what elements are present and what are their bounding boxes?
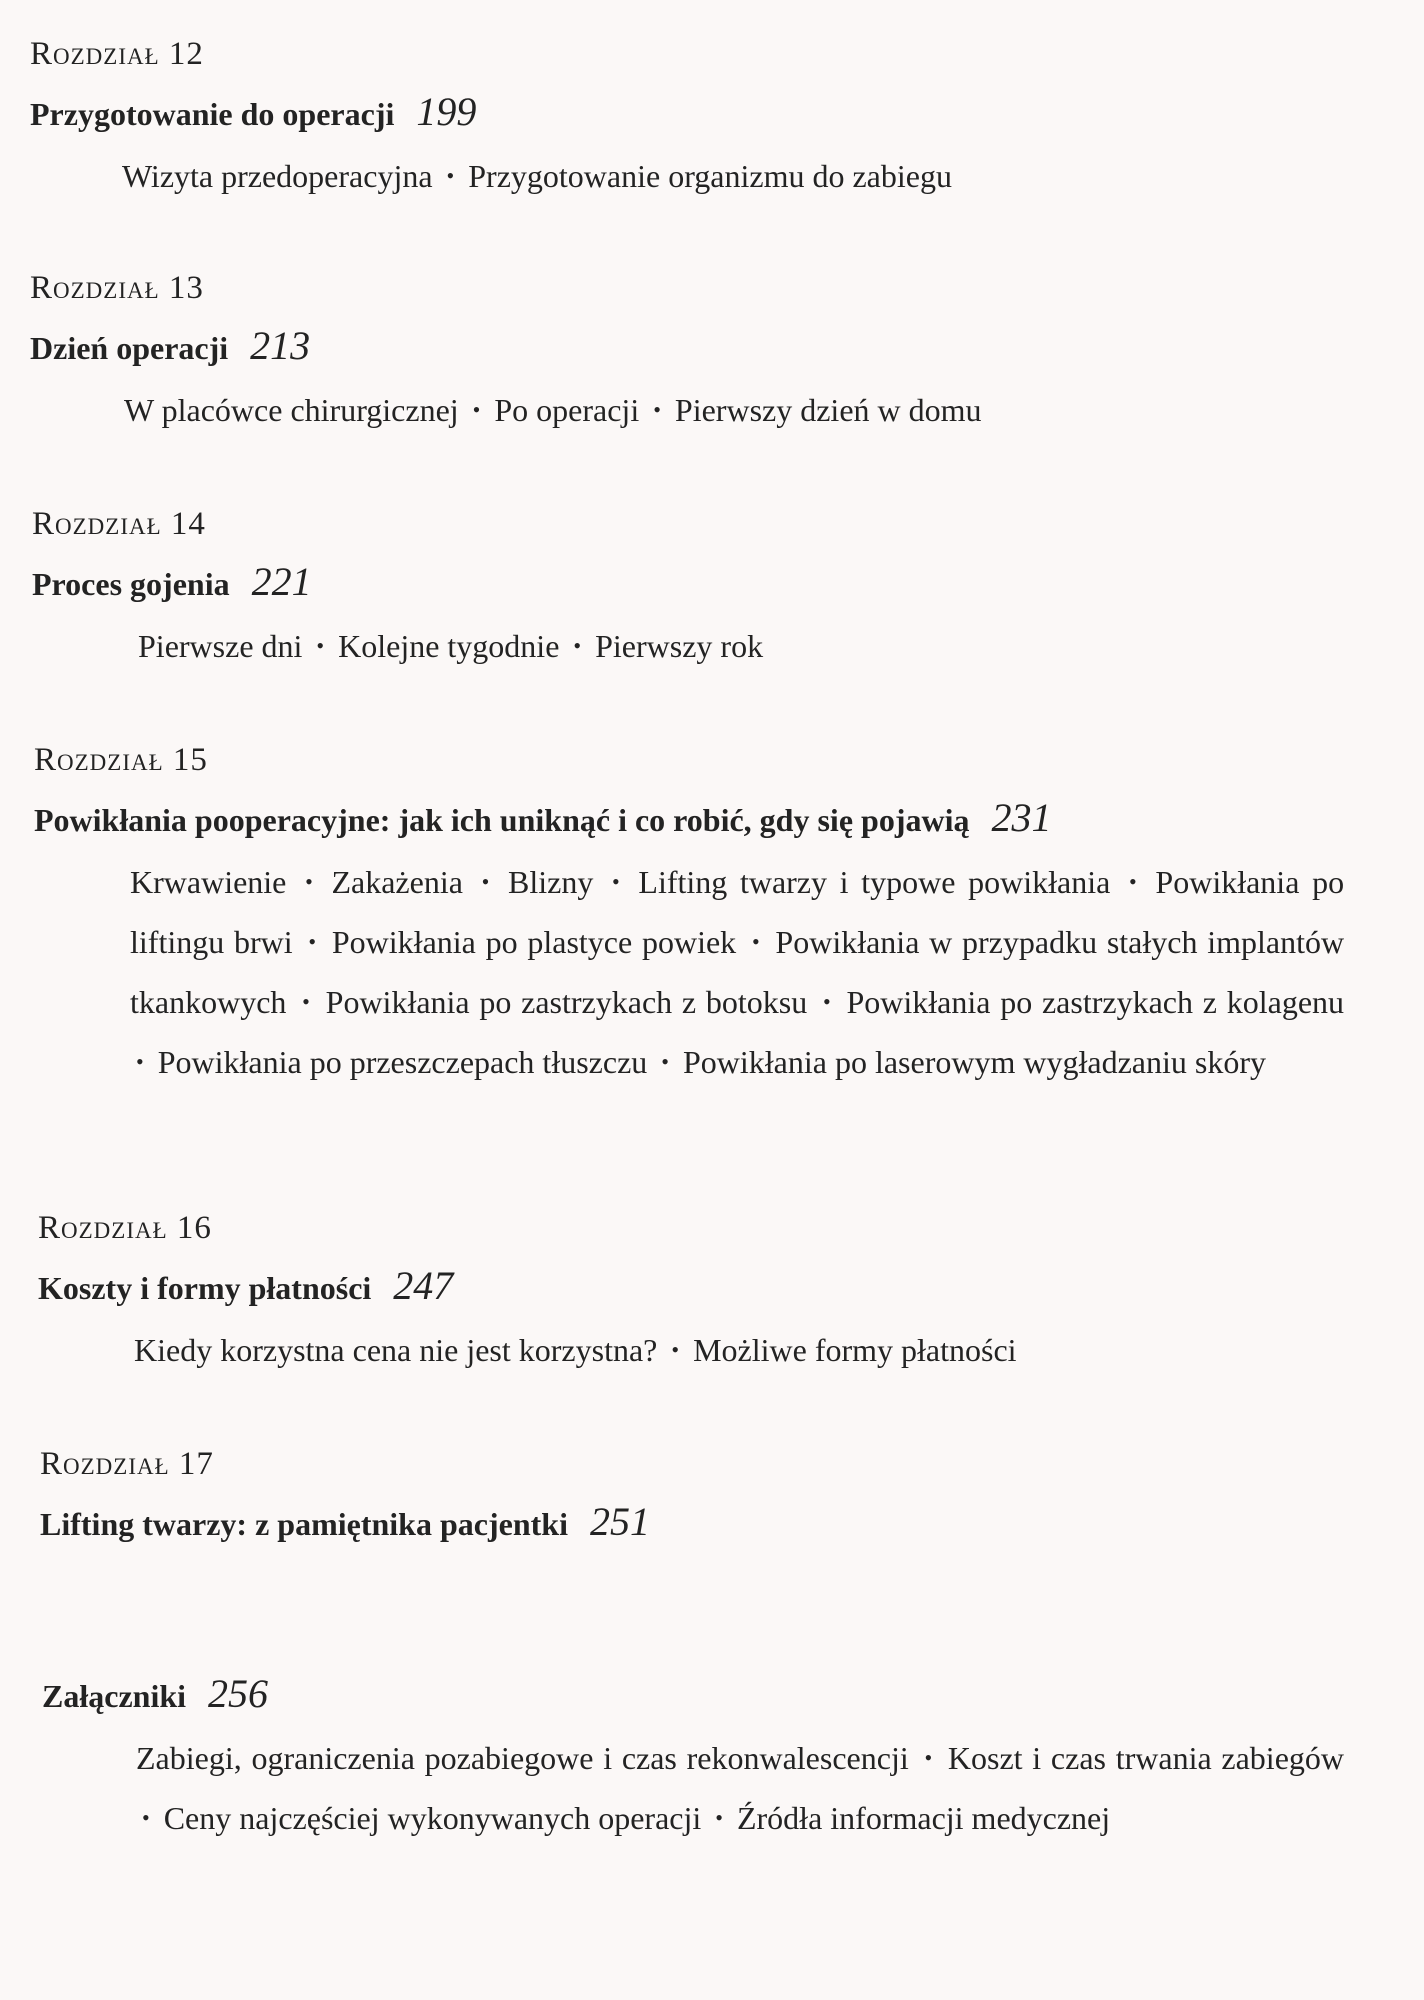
bullet-separator: • (573, 633, 582, 658)
chapter-heading (40, 1499, 1424, 1544)
chapter-title: Lifting twarzy: z pamiętnika pacjentki (40, 1506, 568, 1542)
topic-item: W placówce chirurgicznej (124, 392, 459, 428)
topic-item: Źródła informacji medycznej (736, 1800, 1111, 1836)
bullet-separator: • (653, 397, 661, 422)
topic-item: Możliwe formy płatności (693, 1332, 1017, 1368)
topic-item: Lifting twarzy i typowe powikłania (638, 864, 1111, 900)
bullet-separator: • (302, 989, 310, 1014)
chapter-topics (136, 1728, 1344, 1848)
chapter-title: Dzień operacji (30, 330, 229, 366)
bullet-separator: • (446, 163, 455, 188)
chapter-title: Koszty i formy płatności (38, 1270, 372, 1306)
chapter-topics (138, 616, 1338, 676)
topic-item: Ceny najczęściej wykonywanych operacji (163, 1800, 702, 1836)
chapter-label: Rozdział 17 (40, 1446, 214, 1482)
topic-item: Pierwszy dzień w domu (674, 392, 982, 428)
chapter-page-number: 231 (991, 795, 1052, 840)
bullet-separator: • (136, 1049, 144, 1074)
topic-item: Krwawienie (130, 864, 287, 900)
chapter-page-number: 221 (251, 559, 312, 604)
bullet-separator: • (316, 633, 325, 658)
topic-item: Blizny (507, 864, 594, 900)
chapter-topics (134, 1320, 1344, 1380)
bullet-separator: • (612, 869, 620, 894)
chapter-heading (42, 1671, 1424, 1716)
chapter-title: Przygotowanie do operacji (30, 96, 395, 132)
chapter-page-number: 199 (416, 89, 477, 134)
chapter-topics (130, 852, 1344, 1092)
chapter-16 (0, 1208, 1424, 1380)
chapter-topics (124, 380, 1344, 440)
chapter-title: Proces gojenia (32, 566, 230, 602)
topic-item: Powikłania po zastrzykach z botoksu (325, 984, 808, 1020)
topic-item: Powikłania po plastyce powiek (331, 924, 737, 960)
topic-item: Koszt i czas trwania zabiegów (947, 1740, 1345, 1776)
topic-item: Powikłania w przypadku stałych implantów tkankowych (130, 924, 1345, 1020)
topic-item: Powikłania po przeszczepach tłuszczu (157, 1044, 648, 1080)
bullet-separator: • (308, 929, 317, 954)
topic-item: Powikłania po zastrzykach z kolagenu (846, 984, 1345, 1020)
bullet-separator: • (751, 929, 760, 954)
chapter-label: Rozdział 12 (30, 36, 204, 72)
chapter-heading (30, 89, 1424, 134)
chapter-title: Powikłania pooperacyjne: jak ich uniknąć i co robić, gdy się pojawią (34, 802, 970, 838)
bullet-separator: • (823, 989, 831, 1014)
chapter-15 (0, 740, 1424, 1092)
bullet-separator: • (481, 869, 490, 894)
bullet-separator: • (924, 1745, 933, 1770)
topic-item: Wizyta przedoperacyjna (122, 158, 433, 194)
bullet-separator: • (472, 397, 481, 422)
topic-item: Zabiegi, ograniczenia pozabiegowe i czas rekonwalescencji (136, 1740, 909, 1776)
chapter-page-number: 256 (208, 1671, 269, 1716)
chapter-17 (0, 1444, 1424, 1544)
chapter-page-number: 247 (393, 1263, 454, 1308)
chapter-heading (32, 559, 1424, 604)
chapter-14 (0, 504, 1424, 676)
chapter-label: Rozdział 15 (34, 742, 208, 778)
chapter-page-number: 251 (589, 1499, 650, 1544)
bullet-separator: • (305, 869, 313, 894)
chapter-label: Rozdział 14 (32, 506, 206, 542)
topic-item: Pierwszy rok (595, 628, 764, 664)
chapter-label: Rozdział 13 (30, 270, 204, 306)
chapter-heading (38, 1263, 1424, 1308)
topic-item: Kolejne tygodnie (338, 628, 560, 664)
chapter-topics (122, 146, 1342, 206)
bullet-separator: • (671, 1337, 680, 1362)
bullet-separator: • (661, 1049, 669, 1074)
topic-item: Kiedy korzystna cena nie jest korzystna? (134, 1332, 658, 1368)
bullet-separator: • (142, 1805, 150, 1830)
topic-item: Po operacji (494, 392, 640, 428)
chapter-label: Rozdział 16 (38, 1210, 212, 1246)
chapter-heading (34, 795, 1424, 840)
topic-item: Zakażenia (331, 864, 463, 900)
chapter-heading (30, 323, 1424, 368)
topic-item: Pierwsze dni (138, 628, 303, 664)
topic-item: Powikłania po laserowym wygładzaniu skóry (682, 1044, 1266, 1080)
topic-item: Powikłania po liftingu brwi (130, 864, 1345, 960)
appendices (0, 1671, 1424, 1848)
chapter-title: Załączniki (42, 1678, 187, 1714)
bullet-separator: • (1129, 869, 1137, 894)
topic-item: Przygotowanie organizmu do zabiegu (468, 158, 952, 194)
chapter-12 (0, 34, 1424, 206)
chapter-page-number: 213 (250, 323, 311, 368)
bullet-separator: • (715, 1805, 723, 1830)
chapter-13 (0, 268, 1424, 440)
